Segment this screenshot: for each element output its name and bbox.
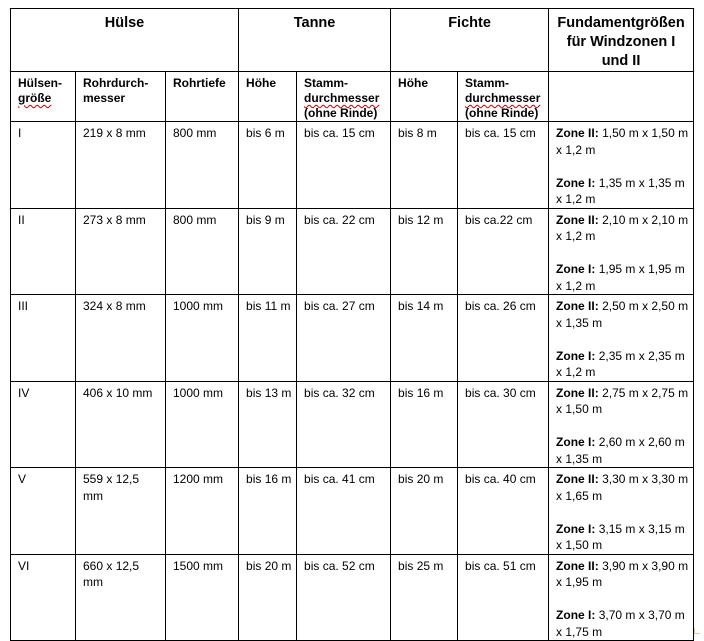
cell-fichte-hoehe: bis 14 m [391, 295, 458, 382]
table-row [11, 468, 694, 555]
col-header-tanne-stammdurchmesser: Stamm- durchmesser (ohne Rinde) [297, 72, 391, 122]
cell-fichte-stammdurchmesser: bis ca. 15 cm [458, 122, 549, 209]
col-header-tanne-hoehe: Höhe [239, 72, 297, 122]
cell-fichte-stammdurchmesser: bis ca. 26 cm [458, 295, 549, 382]
cell-rohrtiefe: 800 mm [166, 122, 239, 209]
col-header-rohrdurchmesser: Rohrdurch- messer [76, 72, 166, 122]
zone-i-value: 2,35 m x 2,35 m x 1,2 m [556, 348, 685, 379]
col-header-rohrtiefe: Rohrtiefe [166, 72, 239, 122]
cell-rohrtiefe: 1000 mm [166, 381, 239, 468]
col-header-fundament-empty [549, 72, 694, 122]
cell-fichte-stammdurchmesser: bis ca.22 cm [458, 208, 549, 295]
zone-i-value: 3,70 m x 3,70 m x 1,75 m [556, 608, 685, 639]
cell-fundament [549, 381, 694, 468]
cell-huelsengroesse: IV [11, 381, 76, 468]
cell-fichte-stammdurchmesser: bis ca. 30 cm [458, 381, 549, 468]
cell-tanne-hoehe: bis 6 m [239, 122, 297, 209]
col-header-fichte-hoehe: Höhe [391, 72, 458, 122]
zone-ii-value: 1,50 m x 1,50 m x 1,2 m [556, 126, 689, 157]
zone-ii-value: 2,75 m x 2,75 m x 1,50 m [556, 385, 689, 416]
group-header-huelse: Hülse [11, 9, 239, 72]
cell-fichte-hoehe: bis 12 m [391, 208, 458, 295]
cell-tanne-hoehe: bis 20 m [239, 554, 297, 641]
zone-ii-label: Zone II: [556, 472, 599, 486]
zone-i-label: Zone I: [556, 348, 596, 363]
group-header-tanne: Tanne [239, 9, 391, 72]
cell-tanne-hoehe: bis 13 m [239, 381, 297, 468]
cell-huelsengroesse: II [11, 208, 76, 295]
cell-fichte-stammdurchmesser: bis ca. 51 cm [458, 554, 549, 641]
zone-i-label: Zone I: [556, 175, 596, 190]
cell-fundament [549, 295, 694, 382]
zone-i-value: 3,15 m x 3,15 m x 1,50 m [556, 521, 685, 552]
zone-ii-value: 2,50 m x 2,50 m x 1,35 m [556, 299, 689, 330]
cell-rohrtiefe: 1000 mm [166, 295, 239, 382]
cell-rohrdurchmesser: 273 x 8 mm [76, 208, 166, 295]
group-header-row [11, 9, 694, 72]
cell-rohrdurchmesser: 219 x 8 mm [76, 122, 166, 209]
cell-fichte-hoehe: bis 25 m [391, 554, 458, 641]
zone-ii-label: Zone II: [556, 385, 599, 400]
cell-rohrtiefe: 800 mm [166, 208, 239, 295]
cell-huelsengroesse: VI [11, 554, 76, 641]
zone-ii-value: 3,30 m x 3,30 m x 1,65 m [556, 472, 689, 503]
cell-rohrdurchmesser: 324 x 8 mm [76, 295, 166, 382]
table-row [11, 554, 694, 641]
cell-fundament [549, 122, 694, 209]
cell-rohrdurchmesser: 660 x 12,5 mm [76, 554, 166, 641]
col-header-fichte-stammdurchmesser: Stamm- durchmesser (ohne Rinde) [458, 72, 549, 122]
zone-ii-label: Zone II: [556, 299, 599, 313]
spellcheck-underline: durchmesser [465, 91, 541, 105]
zone-i-label: Zone I: [556, 262, 596, 276]
col-header-huelsengroesse: Hülsen- größe [11, 72, 76, 122]
zone-i-value: 1,35 m x 1,35 m x 1,2 m [556, 175, 685, 206]
table-row [11, 122, 694, 209]
zone-i-value: 1,95 m x 1,95 m x 1,2 m [556, 262, 685, 293]
cell-fichte-stammdurchmesser: bis ca. 40 cm [458, 468, 549, 555]
cell-rohrtiefe: 1200 mm [166, 468, 239, 555]
group-header-fundament: Fundamentgrößen für Windzonen I und II [549, 9, 694, 72]
table-row [11, 381, 694, 468]
zone-ii-value: 3,90 m x 3,90 m x 1,95 m [556, 558, 689, 589]
cell-tanne-stammdurchmesser: bis ca. 15 cm [297, 122, 391, 209]
cell-fichte-hoehe: bis 8 m [391, 122, 458, 209]
zone-i-value: 2,60 m x 2,60 m x 1,35 m [556, 435, 685, 466]
cell-fundament [549, 554, 694, 641]
cell-huelsengroesse: III [11, 295, 76, 382]
cell-rohrdurchmesser: 406 x 10 mm [76, 381, 166, 468]
cell-tanne-hoehe: bis 9 m [239, 208, 297, 295]
zone-i-label: Zone I: [556, 435, 596, 449]
spellcheck-underline: durchmesser [304, 91, 380, 105]
sub-header-row [11, 72, 694, 122]
table-row [11, 295, 694, 382]
spellcheck-underline: größe [18, 91, 52, 105]
cell-rohrtiefe: 1500 mm [166, 554, 239, 641]
sizing-table [10, 8, 694, 641]
zone-i-label: Zone I: [556, 608, 596, 622]
cell-fichte-hoehe: bis 16 m [391, 381, 458, 468]
cell-fichte-hoehe: bis 20 m [391, 468, 458, 555]
cell-tanne-hoehe: bis 16 m [239, 468, 297, 555]
zone-ii-label: Zone II: [556, 126, 599, 140]
cell-tanne-stammdurchmesser: bis ca. 41 cm [297, 468, 391, 555]
cell-huelsengroesse: V [11, 468, 76, 555]
cell-rohrdurchmesser: 559 x 12,5 mm [76, 468, 166, 555]
cell-huelsengroesse: I [11, 122, 76, 209]
zone-i-label: Zone I: [556, 521, 596, 536]
cell-fundament [549, 208, 694, 295]
table-row [11, 208, 694, 295]
cell-tanne-stammdurchmesser: bis ca. 52 cm [297, 554, 391, 641]
zone-ii-label: Zone II: [556, 212, 599, 227]
group-header-fichte: Fichte [391, 9, 549, 72]
cell-tanne-hoehe: bis 11 m [239, 295, 297, 382]
zone-ii-label: Zone II: [556, 558, 599, 573]
cell-fundament [549, 468, 694, 555]
zone-ii-value: 2,10 m x 2,10 m x 1,2 m [556, 212, 689, 243]
page-corner-marker [694, 628, 700, 634]
cell-tanne-stammdurchmesser: bis ca. 32 cm [297, 381, 391, 468]
cell-tanne-stammdurchmesser: bis ca. 22 cm [297, 208, 391, 295]
cell-tanne-stammdurchmesser: bis ca. 27 cm [297, 295, 391, 382]
